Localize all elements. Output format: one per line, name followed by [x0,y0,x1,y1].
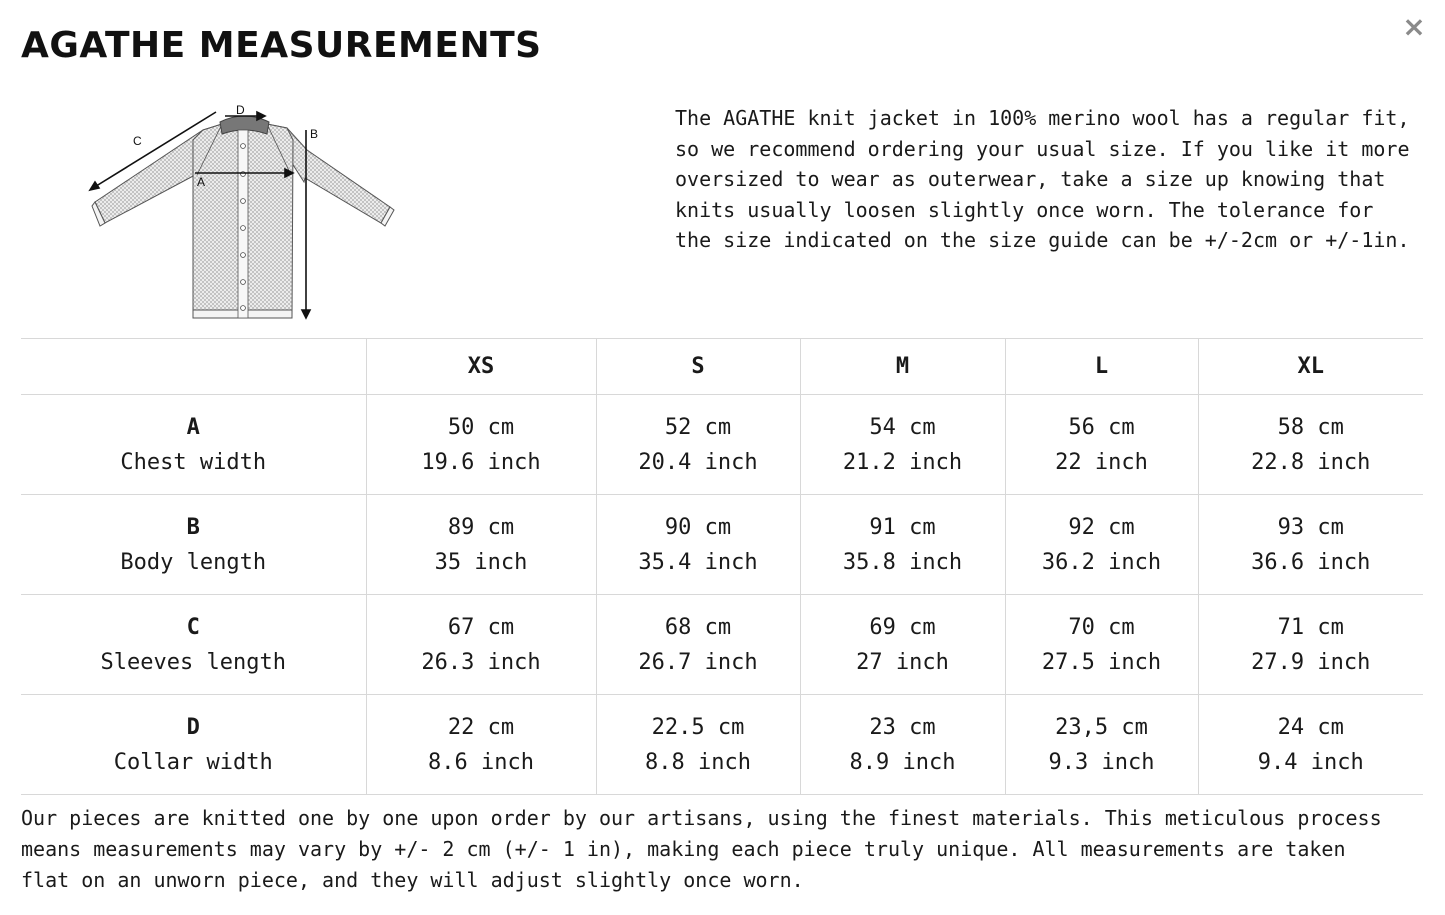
footer-note: Our pieces are knitted one by one upon order by our artisans, using the finest materials. This meticulous process means measurements may vary by +/- 2 cm (+/- 1 in), making each piece truly unique. All measurements are taken flat on an unworn piece, and they will adjust slightly once worn. [21,806,1382,892]
cm-value: 70 cm [1068,614,1135,640]
cm-value: 92 cm [1068,514,1135,540]
size-table [21,338,1423,795]
table-cell [366,495,596,595]
inch-value: 20.4 inch [638,449,758,475]
cm-value: 23 cm [869,714,936,740]
table-cell [800,495,1005,595]
cm-value: 52 cm [664,414,732,440]
measurement-name: Sleeves length [100,649,286,675]
inch-value: 8.9 inch [849,749,956,775]
inch-value: 36.2 inch [1041,549,1162,575]
table-row [21,595,1423,695]
table-row [21,695,1423,795]
cm-value: 89 cm [447,514,515,540]
label-c: C [133,134,142,148]
inch-value: 8.6 inch [428,749,534,775]
inch-value: 21.2 inch [842,449,963,475]
inch-value: 27 inch [856,649,949,675]
table-cell [800,595,1005,695]
inch-value: 35.4 inch [638,549,758,575]
table-cell [1005,695,1198,795]
table-cell [1198,695,1423,795]
label-a: A [197,175,206,189]
jacket-diagram [85,100,395,325]
table-cell [1198,495,1423,595]
cm-value: 71 cm [1277,614,1344,640]
table-cell [596,495,800,595]
inch-value: 9.4 inch [1257,749,1364,775]
cm-value: 22 cm [447,714,515,740]
close-button[interactable]: × [1402,10,1426,43]
cm-value: 22.5 cm [651,714,745,740]
cm-value: 56 cm [1068,414,1135,440]
table-cell [800,395,1005,495]
table-cell [1005,595,1198,695]
inch-value: 27.5 inch [1041,649,1162,675]
table-cell [596,395,800,495]
measurement-name: Body length [120,549,267,575]
cm-value: 23,5 cm [1055,714,1148,740]
measurement-letter: B [186,514,200,540]
inch-value: 27.9 inch [1251,649,1371,675]
cm-value: 67 cm [447,614,515,640]
measurement-name: Collar width [113,749,273,775]
inch-value: 9.3 inch [1048,749,1155,775]
table-cell [366,395,596,495]
header-xl: XL [1198,339,1423,395]
row-label [21,495,366,595]
header-xs: XS [366,339,596,395]
measurement-letter: C [186,614,200,640]
header-empty [21,339,366,395]
table-cell [1198,395,1423,495]
header-m: M [800,339,1005,395]
inch-value: 35.8 inch [842,549,963,575]
table-cell [596,595,800,695]
inch-value: 19.6 inch [421,449,541,475]
inch-value: 26.7 inch [638,649,758,675]
table-cell [366,595,596,695]
table-cell [596,695,800,795]
row-label [21,595,366,695]
cm-value: 93 cm [1277,514,1344,540]
page-title: AGATHE MEASUREMENTS [21,25,542,66]
table-row [21,495,1423,595]
table-header-row [21,339,1423,395]
inch-value: 22.8 inch [1251,449,1371,475]
row-label [21,695,366,795]
table-cell [366,695,596,795]
inch-value: 22 inch [1055,449,1148,475]
header-l: L [1005,339,1198,395]
measurement-letter: A [186,414,200,440]
label-b: B [310,127,319,141]
fit-description: The AGATHE knit jacket in 100% merino wool has a regular fit, so we recommend ordering your usual size. If you like it more oversized to wear as outerwear, take a size up knowing that knits usually loosen slightly once worn. The tolerance for the size indicated on the size guide can be +/-2cm or +/-1in. [675,106,1410,252]
inch-value: 35 inch [434,549,528,575]
row-label [21,395,366,495]
cm-value: 54 cm [869,414,936,440]
inch-value: 8.8 inch [645,749,751,775]
cm-value: 58 cm [1277,414,1344,440]
cm-value: 50 cm [447,414,515,440]
cm-value: 68 cm [664,614,732,640]
cm-value: 91 cm [869,514,936,540]
measurement-letter: D [186,714,200,740]
table-row [21,395,1423,495]
label-d: D [236,103,245,117]
inch-value: 26.3 inch [421,649,541,675]
table-cell [1198,595,1423,695]
cm-value: 24 cm [1277,714,1344,740]
table-cell [800,695,1005,795]
measurement-name: Chest width [120,449,267,475]
cm-value: 69 cm [869,614,936,640]
table-cell [1005,495,1198,595]
inch-value: 36.6 inch [1251,549,1371,575]
cm-value: 90 cm [664,514,732,540]
table-cell [1005,395,1198,495]
header-s: S [596,339,800,395]
